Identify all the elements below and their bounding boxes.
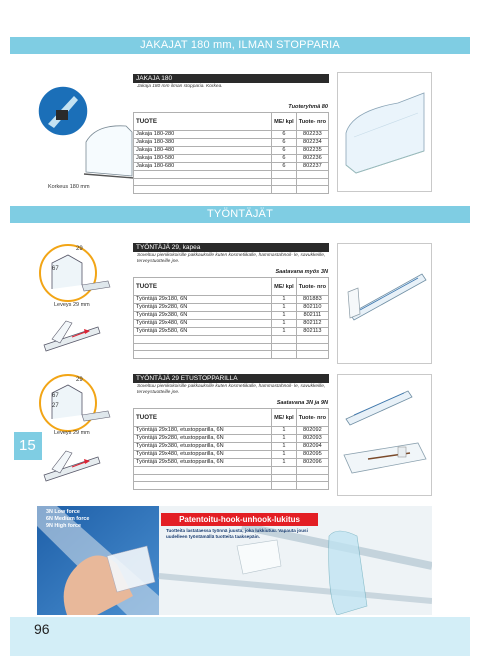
section-title-pusher-narrow: TYÖNTÄJÄ 29, kapea <box>133 243 329 252</box>
col-header-qty: ME/ kpl <box>272 278 297 296</box>
divider-product-photo <box>337 72 432 192</box>
force-legend <box>46 509 89 530</box>
force-low: 3N Low force <box>46 509 80 515</box>
pusher-illustration <box>38 241 133 356</box>
col-header-qty: ME/ kpl <box>272 113 297 131</box>
col-header-qty: ME/ kpl <box>272 409 297 427</box>
product-table-pusher-narrow <box>133 277 329 359</box>
table-row-empty <box>134 343 329 351</box>
table-row: Työntäjä 29x580, 6N 1 802113 <box>134 328 329 336</box>
table-row: Jakaja 180-280 6 802233 <box>134 131 329 139</box>
page-footer <box>10 617 470 656</box>
section-desc-pusher-narrow: Soveltuu pienikokoisille pakkauksille kuten kosmetiikalle, hammastahnoil- le, savukkeille, terveystuotteille jne. <box>137 253 326 264</box>
pusher-width-caption: Leveys 29 mm <box>54 302 90 308</box>
col-header-nr: Tuote- nro <box>296 113 328 131</box>
table-row: Työntäjä 29x380, 6N 1 802111 <box>134 312 329 320</box>
section-desc-jakaja: Jakaja 180 mm ilman stopparia. Korkea. <box>137 84 223 89</box>
section-title-pusher-stopper: TYÖNTÄJÄ 29 ETUSTOPPARILLA <box>133 374 329 383</box>
pusher-stopper-width-caption: Leveys 29 mm <box>54 430 90 436</box>
dim-67: 67 <box>52 393 59 399</box>
divider-illustration <box>36 84 136 184</box>
table-row: Työntäjä 29x580, etustopparilla, 6N 1 802096 <box>134 459 329 467</box>
table-row-empty <box>134 186 329 194</box>
table-row-empty <box>134 474 329 482</box>
table-row: Työntäjä 29x180, etustopparilla, 6N 1 802092 <box>134 427 329 435</box>
section-desc-pusher-stopper: Soveltuu pienikokoisille pakkauksille kuten kosmetiikalle, hammastahnoil- le, savukkeille, terveystuotteille jne. <box>137 384 326 395</box>
page-number: 96 <box>34 621 50 637</box>
table-row: Jakaja 180-580 6 802236 <box>134 155 329 163</box>
availability-label: Saatavana 3N ja 9N <box>276 400 328 406</box>
force-medium: 6N Medium force <box>46 516 90 522</box>
section-band-dividers: JAKAJAT 180 mm, ILMAN STOPPARIA <box>10 37 470 54</box>
dim-27: 27 <box>52 403 59 409</box>
patent-subtext: Tuotteita lastataessa työnnä juusta, joka lukkiutuu. Vapauta jousi uudelleen työntämällä tuotteita taaksepäin. <box>166 528 308 539</box>
col-header-nr: Tuote- nro <box>296 409 328 427</box>
table-row-empty <box>134 336 329 344</box>
dim-29: 29 <box>76 246 83 252</box>
product-group-label: Tuoteryhmä 80 <box>288 104 328 110</box>
table-row: Jakaja 180-680 6 802237 <box>134 163 329 171</box>
pusher-stopper-photo <box>337 374 432 496</box>
pusher-stopper-illustration <box>38 371 133 486</box>
patent-banner: Patentoitu-hook-unhook-lukitus <box>161 513 318 526</box>
table-row-empty <box>134 351 329 359</box>
product-table-pusher-stopper <box>133 408 329 490</box>
force-high: 9N High force <box>46 523 82 529</box>
table-row-empty <box>134 178 329 186</box>
table-row: Jakaja 180-480 6 802235 <box>134 147 329 155</box>
table-row: Työntäjä 29x380, etustopparilla, 6N 1 802094 <box>134 443 329 451</box>
table-row-empty <box>134 171 329 179</box>
dim-29: 29 <box>76 377 83 383</box>
availability-label: Saatavana myös 3N <box>275 269 328 275</box>
table-row-empty <box>134 467 329 475</box>
col-header-product: TUOTE <box>134 278 272 296</box>
section-band-pushers: TYÖNTÄJÄT <box>10 206 470 223</box>
col-header-nr: Tuote- nro <box>296 278 328 296</box>
col-header-product: TUOTE <box>134 113 272 131</box>
divider-height-caption: Korkeus 180 mm <box>48 184 90 190</box>
table-row: Työntäjä 29x280, 6N 1 802110 <box>134 304 329 312</box>
table-row: Työntäjä 29x480, etustopparilla, 6N 1 802095 <box>134 451 329 459</box>
table-row-empty <box>134 482 329 490</box>
table-row: Työntäjä 29x280, etustopparilla, 6N 1 802093 <box>134 435 329 443</box>
chapter-tab: 15 <box>14 432 42 460</box>
section-title-jakaja: JAKAJA 180 <box>133 74 329 83</box>
dim-67: 67 <box>52 266 59 272</box>
table-row: Työntäjä 29x180, 6N 1 801883 <box>134 296 329 304</box>
pusher-narrow-photo <box>337 243 432 364</box>
table-row: Työntäjä 29x480, 6N 1 802112 <box>134 320 329 328</box>
table-row: Jakaja 180-380 6 802234 <box>134 139 329 147</box>
col-header-product: TUOTE <box>134 409 272 427</box>
product-table-jakaja <box>133 112 329 194</box>
